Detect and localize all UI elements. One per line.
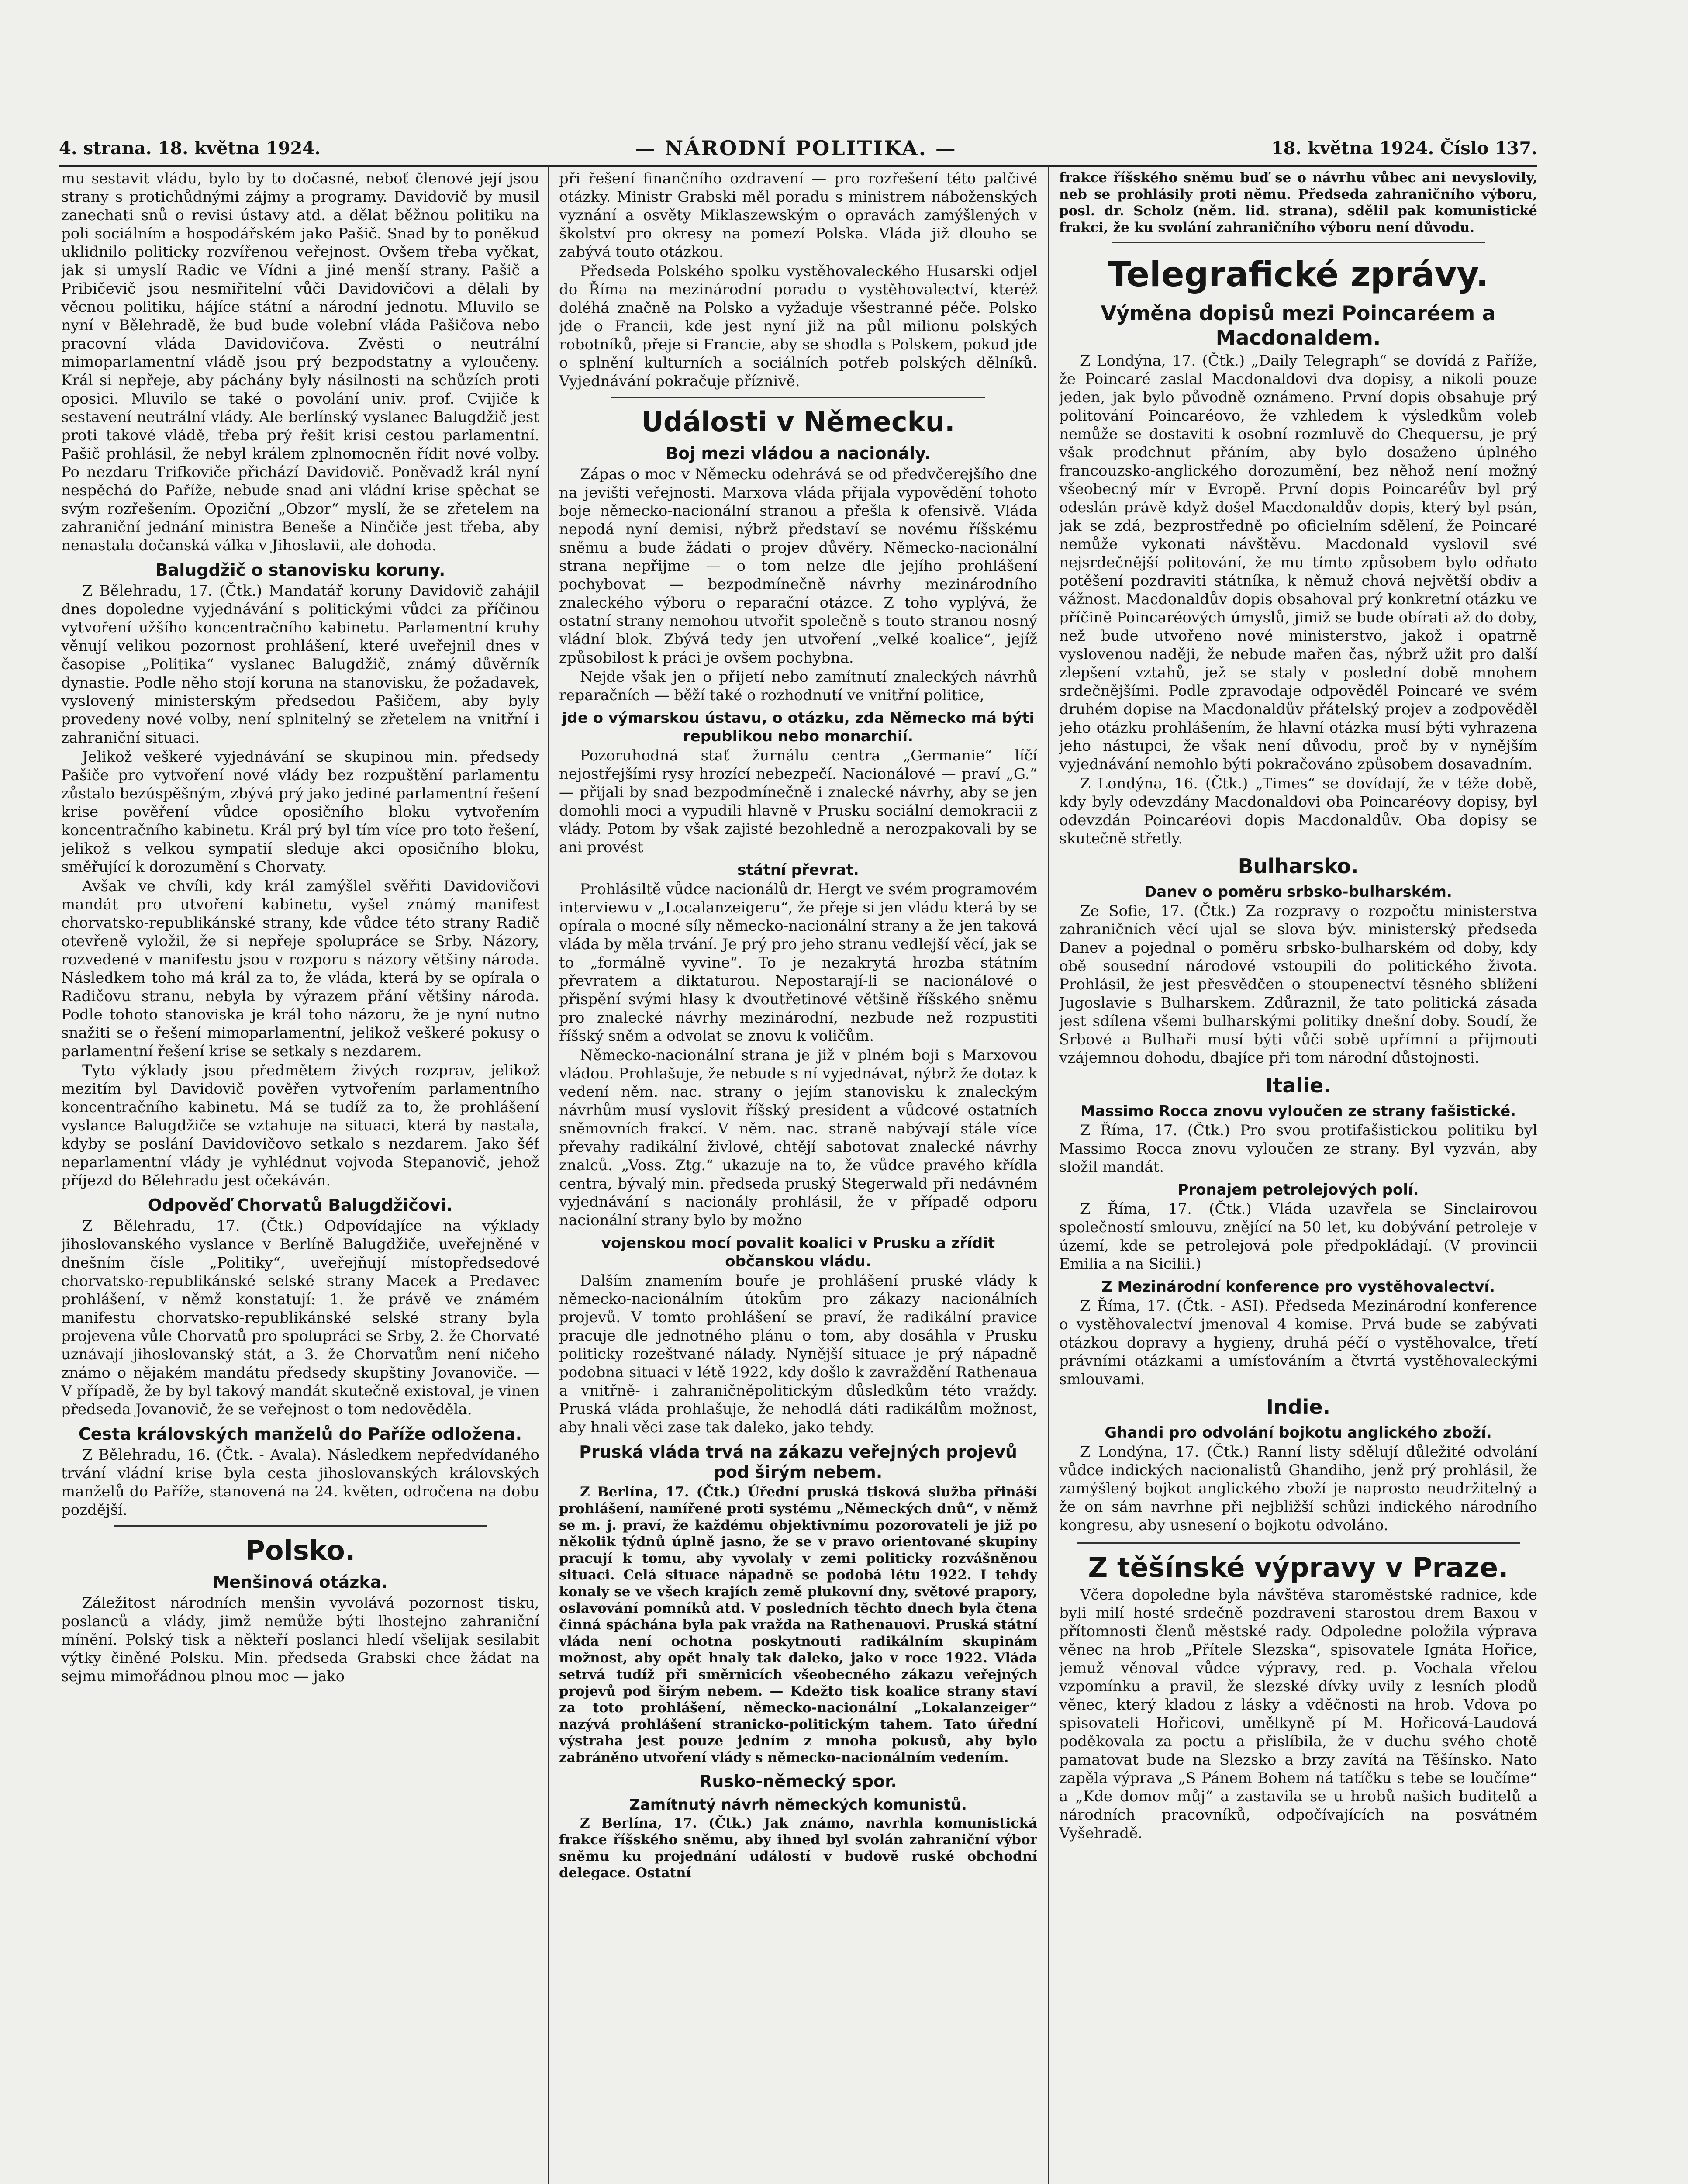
col2-paragraph: Předseda Polského spolku vystěhovaleckého Husarski odjel do Říma na mezinárodní poradu o vystěhovalectví, kteréž doléhá značně na Polsko a vyžaduje všestranné péče. Polsko jde o Francii, kde jest nyní již na půl milionu polských robotníků, přeje si Francie, aby se shodla s Polskem, pokud jde o splnění kulturních a sociálních potřeb polských dělníků. Vyjednávání pokračuje příznivě.: [559, 263, 1037, 390]
country-headline: Indie.: [1266, 1395, 1331, 1419]
col3-paragraph: Z Říma, 17. (Čtk. - ASI). Předseda Mezinárodní konference o vystěhovalectví jmenoval 4 komise. Prvá bude se zabývati otázkou dopravy a hygieny, druhá péčí o vystěhovalce, třetí právními otázkami a umísťováním a čtvrtá vystěhovaleckými smlouvami.: [1059, 1297, 1537, 1388]
article-headline: Balugdžič o stanovisku koruny.: [155, 560, 445, 580]
country-headline: Bulharsko.: [1238, 854, 1359, 878]
article-subheadline: Z Mezinárodní konference pro vystěhovalectví.: [1101, 1278, 1495, 1296]
page-header: [59, 131, 1537, 165]
column-divider-2: [1048, 166, 1049, 2184]
article-subheadline: Ghandi pro odvolání bojkotu anglického zboží.: [1105, 1424, 1492, 1441]
bold-callout: jde o výmarskou ústavu, o otázku, zda Německo má býti republikou nebo monarchií.: [562, 709, 1035, 745]
col1-paragraph: Jelikož veškeré vyjednávání se skupinou min. předsedy Pašiče pro vytvoření nové vlády bez rozpuštění parlamentu zůstalo bezúspěšným, zbývá prý jako jediné parlamentní řešení krise pověření vůdce oposičního bloku vytvořením koncentračního kabinetu. Král prý byl tím více pro toto řešení, jelikož s velkou sympatií sleduje akci oposičního bloku, směřující k dorozumění s Chorvaty.: [61, 748, 539, 876]
column-3: [1059, 169, 1537, 2184]
country-headline: Italie.: [1265, 1074, 1331, 1097]
col2-paragraph: Pozoruhodná stať žurnálu centra „Germanie“ líčí nejostřejšími rysy hrozící nebezpečí. Nacionálové — praví „G.“ — přijali by snad bezpodmínečně i znalecké návrhy, aby se jen domohli moci a vypudili hlavně v Prusku sociální demokracii z vlády. Potom by však zajisté bezohledně a nerozpakovali by se ani provést: [559, 747, 1037, 856]
bold-report: Z Berlína, 17. (Čtk.) Úřední pruská tisková služba přináší prohlášení, namířené proti systému „Německých dnů“, v němž se m. j. praví, že každému objektivnímu pozorovateli je již po několik týdnů úplně jasno, že se v pravo orientované skupiny pracují k tomu, aby vyvolaly v zemi politicky rozvášněnou situaci. Celá situace nápadně se podobá létu 1922. I tehdy konaly se ve všech krajích země plukovní dny, světové prapory, oslavování pomníků atd. V posledních těchto dnech byla čtena činná spáchána byla pak vražda na Rathenauovi. Pruská státní vláda není ochotna poskytnouti radikálním skupinám možnost, aby opět hnaly tak daleko, jako v roce 1922. Vláda setrvá tudíž při směrnicích všeobecného zákazu veřejných projevů pod širým nebem. — Kdežto tisk koalice strany staví za toto prohlášení, německo-nacionální „Lokalanzeiger“ nazývá prohlášení stranicko-politickým tahem. Tato úřední výstraha jest pouze jedním z mnoha pokusů, aby bylo zabráněno utvoření vlády s německo-nacionálním vedením.: [559, 1484, 1037, 1766]
section-headline: Události v Německu.: [641, 406, 955, 438]
article-subheadline: Massimo Rocca znovu vyloučen ze strany fašistické.: [1080, 1102, 1516, 1120]
column-1: [61, 169, 539, 2184]
col1-paragraph: Z Bělehradu, 17. (Čtk.) Mandatář koruny Davidovič zahájil dnes dopoledne vyjednávání s politickými vůdci za příčinou vytvoření užšího koncentračního kabinetu. Parlamentní kruhy věnují velikou pozornost prohlášení, které uveřejnil dnes v časopise „Politika“ vyslanec Balugdžič, známý důvěrník dynastie. Podle něho stojí koruna na stanovisku, že požadavek, vyslovený ministerským předsedou Pašičem, aby byly provedeny nové volby, není splnitelný se zřetelem na vnitřní i zahraniční situaci.: [61, 582, 539, 746]
header-rule: [59, 165, 1537, 167]
bold-callout: státní převrat.: [737, 861, 859, 879]
col1-paragraph: Tyto výklady jsou předmětem živých rozprav, jelikož mezitím byl Davidovič pověřen vytvořením parlamentního koncentračního kabinetu. Má se tudíž za to, že prohlášení vyslance Balugdžiče se vztahuje na situaci, která by nastala, kdyby se poslání Davidovičovo setkalo s nezdarem. Jako šéf neparlamentní vlády je vyhlédnut vojvoda Stepanovič, jehož příjezd do Bělehradu jest očekáván.: [61, 1062, 539, 1189]
section-divider: [114, 1525, 487, 1527]
section-divider: [1112, 242, 1485, 243]
col3-paragraph: Ze Sofie, 17. (Čtk.) Za rozpravy o rozpočtu ministerstva zahraničních věcí ujal se slova býv. ministerský předseda Danev a pojednal o poměru srbsko-bulharském od doby, kdy obě sousední národové vstoupili do politického života. Prohlásil, že jest přesvědčen o stoupenectví těsného sblížení Jugoslavie s Bulharskem. Zdůraznil, že tato politická zásada jest sdílena všemi bulharskými politiky dnešní doby. Soudí, že Srbové a Bulhaři musí býti vůči sobě upřímní a přijmouti vzájemnou dohodu, dbajíce při tom národní důstojnosti.: [1059, 902, 1537, 1067]
section-divider: [1077, 1542, 1520, 1544]
col3-paragraph: Z Londýna, 17. (Čtk.) Ranní listy sdělují důležité odvolání vůdce indických nacionalistů Ghandiho, jenž prý prohlásil, že zamýšlený bojkot anglického zboží je naprosto neudržitelný a že on sám navrhne při nejbližší schůzi indického národního kongresu, aby usnesení o bojkotu odvoláno.: [1059, 1443, 1537, 1534]
col2-paragraph: při řešení finančního ozdravení — pro rozřešení této palčivé otázky. Ministr Grabski měl poradu s ministrem náboženských vyznání a osvěty Miklaszewským o opravách zamýšlených v školství pro okresy na pomezí Polska. Vláda již dlouho se zabývá touto otázkou.: [559, 170, 1037, 261]
section-divider: [611, 397, 985, 398]
article-headline: Boj mezi vládou a nacionály.: [666, 444, 931, 463]
col2-paragraph: Dalším znamením bouře je prohlášení pruské vlády k německo-nacionálním útokům pro zákazy nacionálních projevů. V tomto prohlášení se praví, že radikální pravice pracuje dle jednotného plánu o tom, aby dosáhla v Prusku politicky rozeštvané nálady. Nynější situace je prý nápadně podobna situaci v létě 1922, kdy došlo k zavraždění Rathenaua a vnitřně- i zahraničněpolitickým důsledkům této vraždy. Pruská vláda prohlašuje, že nehodlá dáti radikálům možnost, aby hnali věci zase tak daleko, jako tehdy.: [559, 1272, 1037, 1436]
section-headline: Polsko.: [245, 1534, 356, 1566]
article-headline: Odpověď Chorvatů Balugdžičovi.: [148, 1196, 453, 1215]
article-headline: Menšinová otázka.: [213, 1572, 388, 1592]
bold-callout: vojenskou mocí povalit koalici v Prusku a zřídit občanskou vládu.: [601, 1234, 995, 1270]
col1-paragraph: Z Bělehradu, 16. (Čtk. - Avala). Následkem nepředvídaného trvání vládní krise byla cesta jihoslovanských královských manželů do Paříže, stanovená na 24. květen, odročena na dobu pozdější.: [61, 1446, 539, 1519]
article-subheadline: Danev o poměru srbsko-bulharském.: [1144, 883, 1452, 901]
bold-report: frakce říšského sněmu buď se o návrhu vůbec ani nevyslovily, neb se prohlásily proti němu. Předseda zahraničního výboru, posl. dr. Scholz (něm. lid. strana), sdělil pak komunistické frakci, že ku svolání zahraničního výboru není důvodu.: [1059, 170, 1537, 235]
header-right: 18. května 1924. Číslo 137.: [1271, 138, 1537, 159]
col1-paragraph: Avšak ve chvíli, kdy král zamýšlel svěřiti Davidovičovi mandát pro utvoření kabinetu, vyšel známý manifest chorvatsko-republikánské strany, kde vůdce této strany Radič otevřeně vyložil, že si nepřeje spolupráce se Srby. Názory, rozvedené v manifestu jsou v rozporu s názory většiny národa. Následkem toho má král za to, že vláda, která by se opírala o Radičovu stranu, nebyla by výrazem přání většiny národa. Podle tohoto stanoviska je král toho názoru, že je nyní nutno snažiti se o řešení mimoparlamentní, jelikož veškeré pokusy o parlamentní řešení krise se setkaly s nezdarem.: [61, 878, 539, 1060]
col3-paragraph: Z Říma, 17. (Čtk.) Vláda uzavřela se Sinclairovou společností smlouvu, znějící na 50 let, ku dobývání petroleje v území, kde se petrolejová pole předpokládají. (V provincii Emilia a na Sicilii.): [1059, 1200, 1537, 1273]
col2-paragraph: Německo-nacionální strana je již v plném boji s Marxovou vládou. Prohlašuje, že nebude s ní vyjednávat, nýbrž že dotaz k vedení něm. nac. strany o jejím stanovisku k znaleckým návrhům musí vyslovit říšský president a vůdcové ostatních sněmovních frakcí. V něm. nac. straně nabývají stále více převahy radikální živlové, chtějí sabotovat znalecké návrhy znalců. „Voss. Ztg.“ ukazuje na to, že vůdce pravého křídla centra, bývalý min. předseda pruský Stegerwald při nedávném vyjednávání s nacionály prohlásil, že v případě odporu nacionální strany bylo by možno: [559, 1047, 1037, 1229]
col2-paragraph: Zápas o moc v Německu odehrává se od předvčerejšího dne na jevišti veřejnosti. Marxova vláda přijala vypovědění tohoto boje německo-nacionální stranou a přešla k ofensivě. Vláda nepodá nyní demisi, nýbrž představí se novému říšskému sněmu a bude žádati o projev důvěry. Německo-nacionální strana nepřijme — o tom nelze dle jejího prohlášení pochybovat — bezpodmínečně návrhy mezinárodního znaleckého výboru o reparační otázce. Z toho vyplývá, že ostatní strany nemohou utvořit společně s touto stranou nosný vládní blok. Zbývá tedy jen utvoření „velké koalice“, jejíž způsobilost k práci je ovšem pochybna.: [559, 466, 1037, 667]
article-subheadline: Pronajem petrolejových polí.: [1177, 1181, 1419, 1199]
header-left: 4. strana. 18. května 1924.: [59, 138, 321, 159]
col1-paragraph: Záležitost národních menšin vyvolává pozornost tisku, poslanců a vlády, jimž nemůže býti lhostejno zahraniční mínění. Polský tisk a někteří poslanci hledí všelijak sesilabit výtky činěné Polsku. Min. předseda Grabski chce žádat na sejmu mimořádnou plnou moc — jako: [61, 1594, 539, 1685]
section-headline: Telegrafické zprávy.: [1108, 255, 1489, 294]
column-2: [559, 169, 1037, 2184]
article-headline: Pruská vláda trvá na zákazu veřejných projevů pod širým nebem.: [579, 1442, 1017, 1482]
article-headline: Rusko-německý spor.: [699, 1772, 897, 1791]
col3-paragraph: Z Londýna, 16. (Čtk.) „Times“ se dovídají, že v téže době, kdy byly odevzdány Macdonaldovi oba Poincaréovy dopisy, byl odevzdán Poincaréovi dopis Macdonaldův. Oba dopisy se skutečně střetly.: [1059, 775, 1537, 847]
col2-paragraph: Prohlásiltě vůdce nacionálů dr. Hergt ve svém programovém interviewu v „Localanzeigeru“, že přeje si jen vládu která by se opírala o mocné síly německo-nacionální strany a že jen taková vláda by měla trvání. Je prý pro jeho stranu vedlejší věcí, jak se to „formálně vyvine“. To je nezakrytá hrozba státním převratem a diktaturou. Nepostarají-li se nacionálové o přispění svými hlasy k dvoutřetinové většině říšského sněmu pro znalecké návrhy mezinárodní, nezbude než rozpustiti říšský sněm a odvolat se znovu k voličům.: [559, 881, 1037, 1045]
section-headline: Z těšínské výpravy v Praze.: [1088, 1552, 1508, 1583]
col3-paragraph: Z Londýna, 17. (Čtk.) „Daily Telegraph“ se dovídá z Paříže, že Poincaré zaslal Macdonaldovi dva dopisy, a nikoli pouze jeden, jak bylo původně oznámeno. První dopis obsahuje prý politování Poincaréovo, že vzhledem k výsledkům voleb nemůže se dostaviti k osobní rozmluvě do Chequersu, je prý však prodchnut přáním, aby bylo dosaženo úplného francouzsko-anglického dorozumění, bez něhož není možný všeobecný mír v Evropě. První dopis Poincaréův byl prý odeslán právě když došel Macdonaldův dopis, který byl psán, jak se zdá, bezprostředně po oficielním sdělení, že Poincaré nemůže vykonati návštěvu. Macdonald vyslovil své nejsrdečnější politování, že mu tímto způsobem bylo odňato potěšení pozdraviti státníka, k němuž chová největší obdiv a vážnost. Macdonaldův dopis obsahoval prý konkretní otázku ve příčině Poincaréových úmyslů, jimiž se bude obírati až do doby, než bude utvořeno nové ministerstvo, jakož i opatrně vyslovenou naději, že nebude mařen čas, nýbrž užit pro další zlepšení vztahů, jež se staly v poslední době mnohem srdečnějšími. Podle zpravodaje odpověděl Poincaré ve svém druhém dopise na Macdonaldův přátelský projev a zodpověděl jeho otázku prohlášením, že hlavní otázka musí býti vyhrazena jeho nástupci, že však není důvodu, proč by v nynějším vyjednávání nemohlo býti pokračováno způsobem dosavadním.: [1059, 352, 1537, 773]
article-headline: Výměna dopisů mezi Poincaréem a Macdonaldem.: [1101, 301, 1496, 349]
bold-report: Z Berlína, 17. (Čtk.) Jak známo, navrhla komunistická frakce říšského sněmu, aby ihned byl svolán zahraniční výbor sněmu ku projednání událostí v budově ruské obchodní delegace. Ostatní: [559, 1815, 1037, 1881]
col1-paragraph: Z Bělehradu, 17. (Čtk.) Odpovídajíce na výklady jihoslovanského vyslance v Berlíně Balugdžiče, uveřejněné v dnešním čísle „Politiky“, uveřejňují místopředsedové chorvatsko-republikánské selské strany Macek a Predavec prohlášení, v němž konstatují: 1. že právě ve známém manifestu chorvatsko-republikánské selské strany byla projevena vůle Chorvatů pro spolupráci se Srby, 2. že Chorvaté uznávají jihoslovanský stát, a 3. že Chorvatům není ničeho známo o nějakém mandátu předsedy skupštiny Jovanoviče. — V případě, že by byl takový mandát skutečně existoval, je vinen předseda Jovanovič, že se veřejnost o tom nedověděla.: [61, 1217, 539, 1418]
article-headline: Cesta královských manželů do Paříže odložena.: [78, 1424, 522, 1444]
column-divider-1: [548, 166, 549, 2184]
col1-paragraph: mu sestavit vládu, bylo by to dočasné, neboť členové její jsou strany s protichůdnými zájmy a programy. Davidovič by musil zanechati snů o revisi ústavy atd. a dělat běžnou politiku na poli sociálním a hospodářském jako Pašič. Snad by to poněkud uklidnilo politicky rozvířenou veřejnost. Ovšem třeba vyčkat, jak si umyslí Radic ve Vídni a jiné menší strany. Pašič a Pribičevič jsou nesmiřitelní vůči Davidovičovi a dělali by věcnou politiku, hájíce státní a národní jednotu. Mluvilo se nyní v Bělehradě, že bud bude volební vláda Pašičova nebo pracovní vláda Davidovičova. Zvěsti o neutrální mimoparlamentní vládě jsou prý bezpodstatny a vyloučeny. Král si nepřeje, aby páchány byly násilnosti na schůzích proti oposici. Mluvilo se také o povolání univ. prof. Cvijiče k sestavení neutrální vlády. Ale berlínský vyslanec Balugdžič jest proti takové vládě, třeba prý řešit krisi cestou parlamentní. Pašič prohlásil, že nebyl králem zplnomocněn řídit nové volby. Po nezdaru Trifkoviče přichází Davidovič. Poněvadž král nyní nespěchá do Paříže, nebude snad ani vládní krise spěchat se svým rozřešením. Opoziční „Obzor“ myslí, že se zřetelem na zahraniční jednání ministra Beneše a Ninčiče jest třeba, aby nenastala dočanská válka v Jihoslavii, ale dohoda.: [61, 170, 539, 554]
masthead: — NÁRODNÍ POLITIKA. —: [635, 136, 957, 160]
col2-paragraph: Nejde však jen o přijetí nebo zamítnutí znaleckých návrhů reparačních — běží také o rozhodnutí ve vnitřní politice,: [559, 668, 1037, 704]
col3-paragraph: Včera dopoledne byla návštěva staroměstské radnice, kde byli milí hosté srdečně pozdraveni starostou drem Baxou v přítomnosti členů městské rady. Odpoledne položila výprava věnec na hrob „Přítele Slezska“, spisovatele Ignáta Hořice, jemuž věnoval vůdce výpravy, red. p. Vochala vřelou vzpomínku a pravil, že slezské dívky uvily z lesních plodů věnec, který kladou z lásky a vděčnosti na hrob. Vdova po spisovateli Hořicovi, umělkyně pí M. Hořicová-Laudová poděkovala za poctu a přislíbila, že v duchu svého chotě pamatovat bude na Slezsko a brzy zavítá na Těšínsko. Nato zapěla výprava „S Pánem Bohem ná tatíčku s tebe se loučíme“ a „Kde domov můj“ a zastavila se u hrobů našich buditelů a národních pracovníků, odpočívajících na posvátném Vyšehradě.: [1059, 1586, 1537, 1842]
col3-paragraph: Z Říma, 17. (Čtk.) Pro svou protifašistickou politiku byl Massimo Rocca znovu vyloučen ze strany. Byl vyzván, aby složil mandát.: [1059, 1122, 1537, 1176]
article-subheadline: Zamítnutý návrh německých komunistů.: [629, 1796, 967, 1814]
